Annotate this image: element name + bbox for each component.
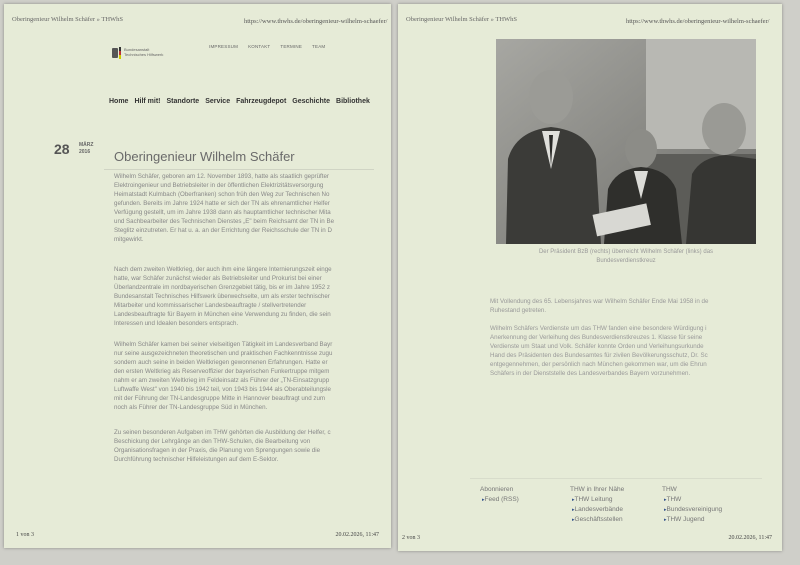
nav-kontakt[interactable]: KONTAKT — [248, 44, 271, 49]
nav-fahrzeugdepot[interactable]: Fahrzeugdepot — [236, 98, 287, 105]
nav-impressum[interactable]: IMPRESSUM — [209, 44, 239, 49]
divider — [104, 169, 374, 170]
nav-standorte[interactable]: Standorte — [166, 98, 200, 105]
printed-page-2 — [398, 4, 782, 551]
text-line: Überlandzentrale im nordbayerischen Grenzgebiet tätig, bis er im Jahre 1952 z — [114, 284, 330, 291]
text-line: Bundesanstalt Technisches Hilfswerk überwechselte, um als erster technischer — [114, 293, 330, 300]
footer-link-geschaeftsstellen[interactable]: ▸ Geschäftsstellen — [570, 515, 624, 525]
print-timestamp: 20.02.2026, 11:47 — [728, 535, 772, 541]
footer-column-thw — [662, 485, 722, 525]
footer-link-landesverbaende[interactable]: ▸ Landesverbände — [570, 505, 624, 515]
footer-link-thw-jugend[interactable]: ▸ THW Jugend — [662, 515, 722, 525]
footer-heading: Abonnieren — [480, 486, 514, 493]
text-line: Organisationsfragen in der Praxis, die Planung von Sprengungen sowie die — [114, 447, 321, 454]
print-header-url: https://www.thwhs.de/oberingenieur-wilhelm-schaefer/ — [626, 18, 770, 25]
text-line: mitgewirkt. — [114, 236, 144, 243]
printed-page-1 — [4, 4, 391, 548]
photo-image — [496, 39, 756, 244]
footer-link-feed-rss[interactable]: ▸ Feed (RSS) — [480, 495, 519, 505]
footer-column-nearby — [570, 485, 624, 525]
nav-home[interactable]: Home — [109, 98, 129, 105]
post-date-year: 2016 — [79, 149, 91, 155]
text-line: Verfügung gestellt, um im Jahre 1938 dann als hauptamtlicher technischer Mita — [114, 209, 331, 216]
article-paragraph-3 — [114, 340, 376, 412]
print-header-title: Oberingenieur Wilhelm Schäfer » THWhS — [406, 16, 518, 23]
flag-icon — [119, 47, 121, 59]
text-line: Wilhelm Schäfer kamen bei seiner vielseitigen Tätigkeit im Landesverband Bayr — [114, 341, 333, 348]
photo-caption — [496, 248, 756, 266]
footer-column-subscribe — [480, 485, 519, 505]
thw-logo[interactable] — [112, 45, 164, 65]
text-line: mit der Führung der TN-Landesgruppe Mitte in Hannover beauftragt und zum — [114, 395, 326, 402]
logo-text: Bundesanstalt Technisches Hilfswerk — [124, 47, 164, 57]
post-date-month-year — [79, 142, 93, 156]
eagle-icon — [112, 48, 118, 58]
text-line: Mitarbeiter und kommissarischer Landesbeauftragte / stellvertretender — [114, 302, 307, 309]
nav-termine[interactable]: TERMINE — [280, 44, 303, 49]
article-paragraph-4 — [114, 428, 376, 464]
article-paragraph-5 — [490, 297, 770, 315]
footer-link-thw-leitung[interactable]: ▸ THW Leitung — [570, 495, 624, 505]
award-ceremony-photo — [496, 39, 756, 244]
text-line: Wilhelm Schäfers Verdienste um das THW fanden eine besondere Würdigung i — [490, 325, 707, 332]
text-line: gefunden. Bereits im Jahre 1924 hatte er sich der TN als ehrenamtlicher Helfer — [114, 200, 330, 207]
page-number: 1 von 3 — [16, 532, 34, 538]
text-line: und Sachbearbeiter des Technischen Dienstes „E" beim Reichsamt der TN in Be — [114, 218, 335, 225]
text-line: Anerkennung der Verleihung des Bundesverdienstkreuzes 1. Klasse für seine — [490, 334, 703, 341]
text-line: den ersten Weltkrieg als Reserveoffizier der bayerischen Funkertruppe mitgem — [114, 368, 330, 375]
article-paragraph-1 — [114, 172, 376, 244]
footer-link-thw[interactable]: ▸ THW — [662, 495, 722, 505]
top-navigation — [209, 44, 325, 49]
print-timestamp: 20.02.2026, 11:47 — [335, 532, 379, 538]
caption-line: Der Präsident BzB (rechts) überreicht Wilhelm Schäfer (links) das — [538, 249, 714, 255]
text-line: Beschickung der Lehrgänge an den THW-Schulen, die Bearbeitung von — [114, 438, 311, 445]
caption-line: Bundesverdienstkreuz — [596, 258, 656, 264]
text-line: nur seine ausgezeichneten theoretischen und praktischen Fachkenntnisse zugu — [114, 350, 333, 357]
page-number: 2 von 3 — [402, 535, 420, 541]
text-line: nahm er am zweiten Weltkrieg im Feldeinsatz als Führer der „TN-Einsatzgrupp — [114, 377, 330, 384]
text-line: hatte, war Schäfer zunächst wieder als Betriebsleiter und Prokurist bei einer — [114, 275, 322, 282]
text-line: Schäfers in der Dienststelle des Landesverbandes Bayern vorzunehmen. — [490, 370, 691, 377]
post-date-month: MÄRZ — [79, 142, 94, 148]
main-navigation — [109, 98, 370, 105]
nav-geschichte[interactable]: Geschichte — [292, 98, 331, 105]
post-date-day: 28 — [54, 141, 70, 157]
text-line: Mit Vollendung des 65. Lebensjahres war Wilhelm Schäfer Ende Mai 1958 in de — [490, 298, 709, 305]
footer-link-bundesvereinigung[interactable]: ▸ Bundesvereinigung — [662, 505, 722, 515]
site-footer — [470, 478, 762, 535]
footer-heading: THW — [662, 486, 677, 493]
page-title: Oberingenieur Wilhelm Schäfer — [114, 149, 295, 164]
text-line: noch als Führer der TN-Landesgruppe Süd in München. — [114, 404, 268, 411]
print-header-url: https://www.thwhs.de/oberingenieur-wilhelm-schaefer/ — [244, 18, 388, 25]
text-line: Durchführung technischer Hilfeleistungen auf dem E-Sektor. — [114, 456, 279, 463]
text-line: Verdienste um Staat und Volk. Schäfer konnte Orden und Verleihungsurkunde — [490, 343, 704, 350]
footer-heading: THW in Ihrer Nähe — [570, 486, 625, 493]
text-line: Heimatstadt Kulmbach (Oberfranken) schon früh den Weg zur Technischen No — [114, 191, 330, 198]
text-line: Luftwaffe West" von 1940 bis 1942 teil, von 1943 bis 1944 als Oberabteilungsle — [114, 386, 331, 393]
text-line: Elektroingenieur und Betriebsleiter in der öffentlichen Elektrizitätsversorgung — [114, 182, 324, 189]
text-line: Zu seinen besonderen Aufgaben im THW gehörten die Ausbildung der Helfer, c — [114, 429, 331, 436]
text-line: Interessen und Idealen besonders entsprach. — [114, 320, 239, 327]
nav-service[interactable]: Service — [205, 98, 231, 105]
nav-team[interactable]: TEAM — [312, 44, 326, 49]
text-line: Landesbeauftragte für Bayern in München eine Verwendung zu finden, die sein — [114, 311, 331, 318]
nav-bibliothek[interactable]: Bibliothek — [336, 98, 370, 105]
article-paragraph-2 — [114, 265, 376, 328]
article-paragraph-6 — [490, 324, 770, 378]
text-line: Wilhelm Schäfer, geboren am 12. November 1893, hatte als staatlich geprüfter — [114, 173, 329, 180]
text-line: entgegennehmen, der persönlich nach München gekommen war, um die Ehrun — [490, 361, 707, 368]
text-line: Ruhestand getreten. — [490, 307, 547, 314]
nav-hilf-mit[interactable]: Hilf mit! — [134, 98, 161, 105]
print-header-title: Oberingenieur Wilhelm Schäfer » THWhS — [12, 16, 124, 23]
text-line: Hand des Präsidenten des Bundesamtes für zivilen Bevölkerungsschutz, Dr. Sc — [490, 352, 708, 359]
text-line: Steglitz einzutreten. Er hat u. a. an der Errichtung der Reichsschule der TN in D — [114, 227, 332, 234]
text-line: sondern auch seine in beiden Weltkriegen gewonnenen Erfahrungen. Hatte er — [114, 359, 328, 366]
text-line: Nach dem zweiten Weltkrieg, der auch ihm eine längere Internierungszeit einge — [114, 266, 332, 273]
